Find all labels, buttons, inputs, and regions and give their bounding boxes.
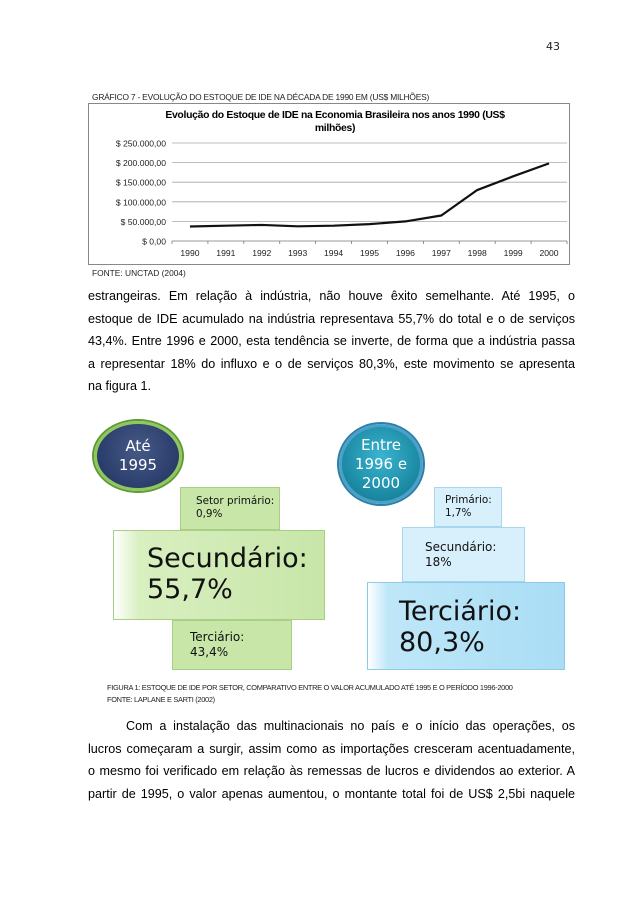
x-tick-label: 1993 bbox=[288, 248, 308, 258]
text-line: estrangeiras. Em relação à indústria, não houve êxito semelhante. Até 1995, o bbox=[88, 289, 575, 303]
left-period-line-2: 1995 bbox=[118, 456, 158, 474]
left-tertiary-value: 43,4% bbox=[190, 645, 229, 659]
right-period-line-1: Entre bbox=[361, 435, 401, 454]
right-primary-box bbox=[434, 487, 502, 527]
figure-caption bbox=[107, 682, 513, 706]
right-secondary-value: 18% bbox=[425, 555, 452, 569]
series-line bbox=[190, 163, 549, 226]
x-tick-label: 1991 bbox=[216, 248, 236, 258]
text-line: 43,4%. Entre 1996 e 2000, esta tendência se inverte, de forma que a indústria passa bbox=[88, 334, 575, 348]
left-secondary-box bbox=[113, 530, 325, 620]
text-line: Com a instalação das multinacionais no país e o início das operações, os bbox=[126, 719, 575, 733]
left-tertiary-box bbox=[172, 620, 292, 670]
y-tick-label: $ 0,00 bbox=[142, 236, 166, 247]
text-line: estoque de IDE acumulado na indústria representava 55,7% do total e o de serviços bbox=[88, 311, 575, 326]
figure-caption-text: FIGURA 1: ESTOQUE DE IDE POR SETOR, COMPARATIVO ENTRE O VALOR ACUMULADO ATÉ 1995 E O PERÍODO 1996-2000 bbox=[107, 683, 513, 692]
left-primary-box bbox=[180, 487, 280, 530]
text-line: lucros começaram a surgir, assim como as importações cresceram acentuadamente, bbox=[88, 741, 575, 756]
x-tick-label: 1994 bbox=[324, 248, 344, 258]
chart-caption: GRÁFICO 7 - EVOLUÇÃO DO ESTOQUE DE IDE NA DÉCADA DE 1990 EM (US$ MILHÕES) bbox=[92, 92, 430, 102]
right-tertiary-box bbox=[367, 582, 565, 670]
left-period-circle bbox=[94, 421, 182, 491]
right-tertiary-value: 80,3% bbox=[399, 627, 485, 658]
right-secondary-box bbox=[402, 527, 525, 582]
chart-title-line-2: milhões) bbox=[314, 123, 356, 134]
line-chart bbox=[0, 0, 638, 300]
left-secondary-label: Secundário: bbox=[147, 543, 308, 574]
right-tertiary-label: Terciário: bbox=[399, 596, 522, 627]
text-line: partir de 1995, o valor apenas aumentou, o montante total foi de US$ 2,5bi naquele bbox=[88, 786, 575, 801]
text-line: na figura 1. bbox=[88, 379, 152, 393]
y-tick-label: $ 50.000,00 bbox=[120, 216, 166, 227]
y-tick-label: $ 150.000,00 bbox=[115, 177, 166, 188]
left-period-line-1: Até bbox=[125, 437, 151, 455]
figure-source: FONTE: LAPLANE E SARTI (2002) bbox=[107, 695, 215, 704]
right-period-line-3: 2000 bbox=[361, 473, 401, 492]
paragraph-2 bbox=[88, 715, 575, 805]
paragraph-1 bbox=[88, 285, 575, 398]
x-tick-label: 1995 bbox=[359, 248, 380, 258]
right-primary-label: Primário: bbox=[445, 494, 492, 506]
left-secondary-value: 55,7% bbox=[147, 574, 233, 605]
left-primary-value: 0,9% bbox=[196, 508, 223, 520]
page-number: 43 bbox=[546, 40, 560, 53]
x-tick-label: 1998 bbox=[467, 248, 487, 258]
chart-source: FONTE: UNCTAD (2004) bbox=[92, 268, 186, 278]
y-tick-label: $ 100.000,00 bbox=[115, 197, 166, 208]
x-tick-label: 1990 bbox=[180, 248, 200, 258]
text-line: a representar 18% do influxo e o de serviços 80,3%, este movimento se apresenta bbox=[88, 356, 575, 371]
x-tick-label: 2000 bbox=[539, 248, 559, 258]
chart-title-line-1: Evolução do Estoque de IDE na Economia Brasileira nos anos 1990 (US$ bbox=[165, 110, 505, 121]
right-period-line-2: 1996 e bbox=[354, 454, 408, 473]
x-tick-label: 1999 bbox=[503, 248, 523, 258]
right-primary-value: 1,7% bbox=[445, 507, 472, 519]
left-primary-label: Setor primário: bbox=[196, 495, 275, 507]
right-secondary-label: Secundário: bbox=[425, 540, 497, 554]
left-tertiary-label: Terciário: bbox=[190, 630, 245, 644]
x-tick-label: 1996 bbox=[395, 248, 415, 258]
y-tick-label: $ 250.000,00 bbox=[115, 138, 166, 149]
right-period-circle bbox=[339, 424, 423, 504]
x-tick-label: 1992 bbox=[252, 248, 272, 258]
x-tick-label: 1997 bbox=[431, 248, 451, 258]
text-line: o mesmo foi verificado em relação às remessas de lucros e dividendos ao exterior. A bbox=[88, 764, 575, 778]
y-tick-label: $ 200.000,00 bbox=[115, 158, 166, 169]
